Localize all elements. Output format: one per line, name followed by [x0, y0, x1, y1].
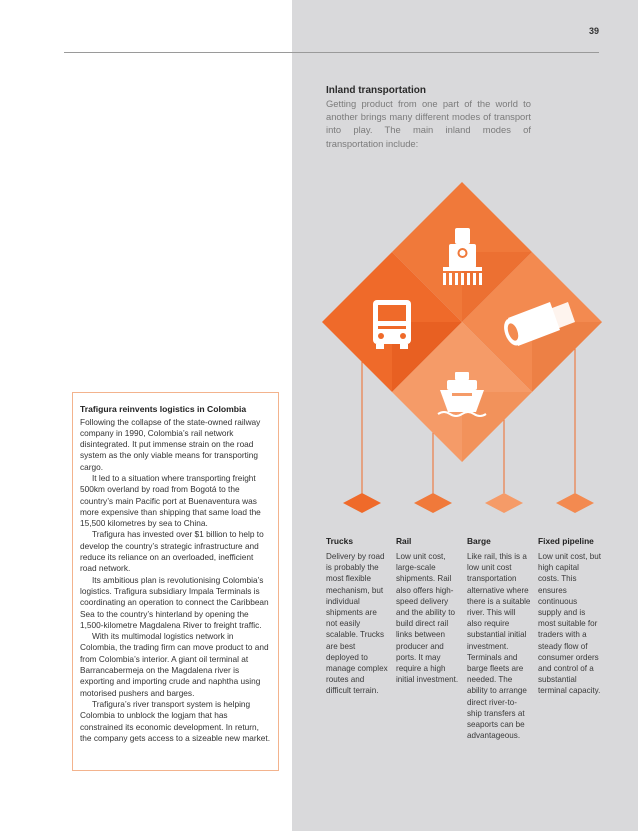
rail-description: Low unit cost, large-scale shipments. Rail also offers high-speed delivery and the ability to build direct rail links between producer and ports. It may require a high initial investment.	[396, 552, 459, 685]
intro-body: Getting product from one part of the world to another brings many different modes of transport into play. The main inland modes of transportation include:	[326, 98, 531, 149]
pipeline-marker	[556, 493, 594, 513]
sidebar-paragraph: Following the collapse of the state-owned railway company in 1990, Colombia’s rail network disintegrated. It put immense strain on the road system as the only viable means for transporting cargo.	[80, 416, 261, 472]
page-number: 39	[588, 26, 599, 36]
sidebar-paragraph: Its ambitious plan is revolutionising Colombia’s logistics. Trafigura subsidiary Impala Terminals is coordinating an operation to connect the Caribbean Sea to the country’s hinterland by opening the 1,500-kilometre Magdalena River to freight traffic.	[80, 574, 269, 630]
trucks-description: Delivery by road is probably the most flexible mechanism, but individual shipments are not easily scalable. Trucks are best deployed to manage complex routes and difficult terrain.	[326, 552, 388, 696]
rail-marker	[414, 493, 452, 513]
trucks-heading: Trucks	[326, 536, 354, 546]
sidebar-paragraph: Trafigura’s river transport system is helping Colombia to unblock the logjam that has constrained its economic development. In return, the company gets access to a sizeable new market.	[80, 698, 271, 743]
pipeline-column	[538, 536, 602, 697]
sidebar-paragraph: With its multimodal logistics network in Colombia, the trading firm can move product to and from Colombia’s interior. A giant oil terminal at Barrancabermeja on the Magdalena river is exporting and importing crude and naphtha using motorised pushers and barges.	[80, 631, 269, 698]
barge-column	[467, 536, 531, 741]
rail-heading: Rail	[396, 536, 412, 546]
trucks-column	[326, 536, 390, 697]
sidebar-paragraph: Trafigura has invested over $1 billion to help to develop the country’s strategic infrastructure and reduce its reliance on an overloaded, inefficient road network.	[80, 529, 264, 574]
trucks-marker	[343, 493, 381, 513]
case-study-sidebar	[72, 392, 279, 771]
pipeline-heading: Fixed pipeline	[538, 536, 594, 546]
transport-modes-diagram	[292, 0, 638, 831]
truck-icon	[373, 300, 411, 349]
barge-description: Like rail, this is a low unit cost transportation alternative where there is a suitable river. This will also require substantial initial investment. Terminals and barge fleets are needed. The ability to arrange direct river-to-ship transfers at seaports can be advantageous.	[467, 552, 531, 741]
rail-column	[396, 536, 460, 685]
barge-marker	[485, 493, 523, 513]
barge-heading: Barge	[467, 536, 491, 546]
pipeline-description: Low unit cost, but high capital costs. This ensures continuous supply and is most suitable for traders with a steady flow of consumer orders and control of a substantial terminal capacity.	[538, 552, 601, 696]
sidebar-title: Trafigura reinvents logistics in Colombia	[80, 404, 247, 414]
sidebar-paragraph: It led to a situation where transporting freight 500km overland by road from Bogotá to the country’s main Pacific port at Buenaventura was more expensive than shipping that same load the 15,500 kilometres by sea to China.	[80, 472, 261, 529]
intro-title: Inland transportation	[326, 85, 426, 96]
